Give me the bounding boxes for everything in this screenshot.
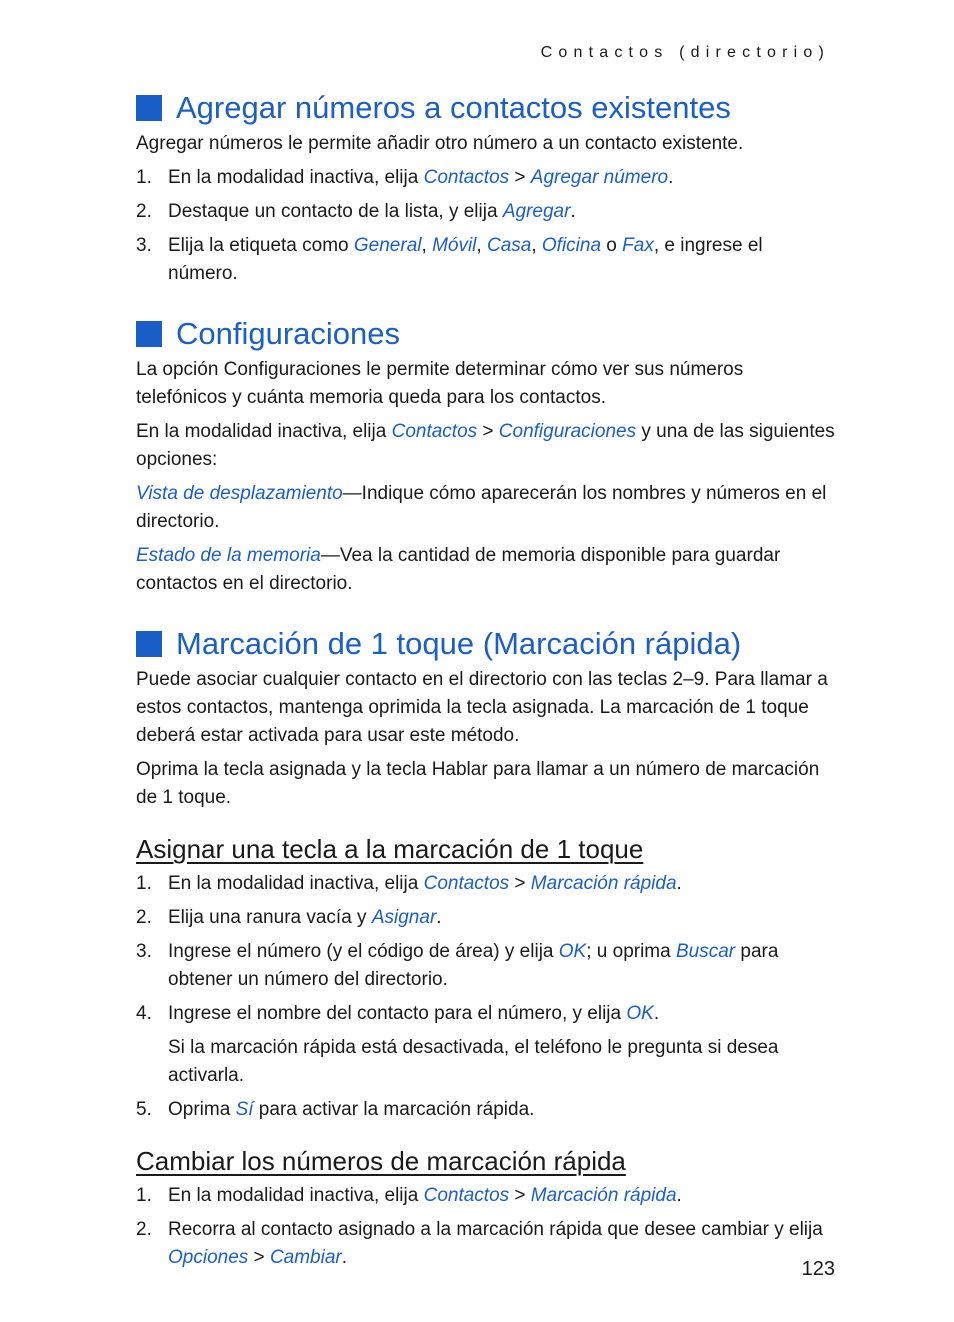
step-note: Si la marcación rápida está desactivada, el teléfono le pregunta si desea activarla. — [168, 1037, 779, 1086]
paragraph: En la modalidad inactiva, elija Contactos > Configuraciones y una de las siguientes opciones: — [136, 421, 835, 470]
intro-paragraph: Agregar números le permite añadir otro número a un contacto existente. — [136, 133, 744, 154]
list-item: 5. Oprima Sí para activar la marcación rápida. — [136, 1099, 535, 1120]
square-bullet-icon — [136, 321, 162, 347]
list-item: 4. Ingrese el nombre del contacto para el número, y elija OK. Si la marcación rápida está desactivada, el teléfono le pregunta si desea activarla. — [136, 1000, 836, 1090]
square-bullet-icon — [136, 95, 162, 121]
square-bullet-icon — [136, 631, 162, 657]
subsection-title-asignar: Asignar una tecla a la marcación de 1 toque — [136, 834, 644, 864]
paragraph: La opción Configuraciones le permite determinar cómo ver sus números telefónicos y cuánta memoria queda para los contactos. — [136, 359, 744, 408]
paragraph: Oprima la tecla asignada y la tecla Hablar para llamar a un número de marcación de 1 toque. — [136, 759, 820, 808]
section-title-configuraciones: Configuraciones — [136, 314, 836, 354]
subsection-title-cambiar: Cambiar los números de marcación rápida — [136, 1146, 626, 1176]
paragraph: Puede asociar cualquier contacto en el directorio con las teclas 2–9. Para llamar a estos contactos, mantenga oprimida la tecla asignada. La marcación de 1 toque deberá estar activada para usar este método. — [136, 669, 828, 746]
page-content — [136, 88, 836, 1272]
option-memory-status: Estado de la memoria—Vea la cantidad de memoria disponible para guardar contactos en el directorio. — [136, 545, 781, 594]
list-item: 2. Destaque un contacto de la lista, y elija Agregar. — [136, 201, 576, 222]
steps-list — [136, 164, 836, 288]
steps-list — [136, 870, 836, 1124]
page-number: 123 — [801, 1258, 835, 1280]
list-item: 2. Recorra al contacto asignado a la marcación rápida que desee cambiar y elija Opciones > Cambiar. — [136, 1219, 823, 1268]
list-item: 3. Elija la etiqueta como General, Móvil, Casa, Oficina o Fax, e ingrese el número. — [136, 235, 763, 284]
section-title-agregar: Agregar números a contactos existentes — [136, 88, 836, 128]
list-item: 2. Elija una ranura vacía y Asignar. — [136, 907, 442, 928]
running-header: Contactos (directorio) — [540, 44, 830, 61]
list-item: 1. En la modalidad inactiva, elija Contactos > Marcación rápida. — [136, 873, 682, 894]
option-scroll-view: Vista de desplazamiento—Indique cómo aparecerán los nombres y números en el directorio. — [136, 483, 827, 532]
steps-list — [136, 1182, 836, 1272]
list-item: 1. En la modalidad inactiva, elija Contactos > Agregar número. — [136, 167, 674, 188]
list-item: 3. Ingrese el número (y el código de área) y elija OK; u oprima Buscar para obtener un número del directorio. — [136, 941, 779, 990]
list-item: 1. En la modalidad inactiva, elija Contactos > Marcación rápida. — [136, 1185, 682, 1206]
section-title-marcacion: Marcación de 1 toque (Marcación rápida) — [136, 624, 836, 664]
